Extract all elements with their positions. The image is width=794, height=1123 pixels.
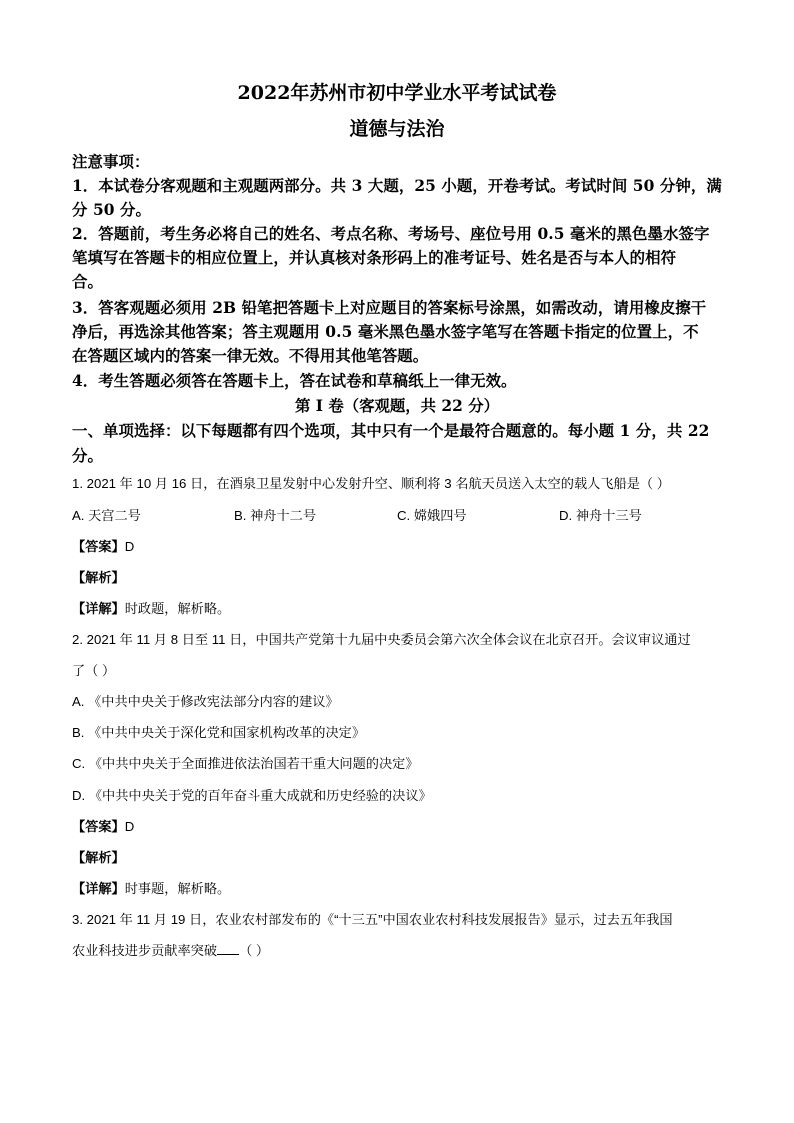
question-1-detail (72, 598, 230, 617)
answer-bracket: （ ） (239, 943, 270, 958)
question-1-analysis-tag: 【解析】 (72, 570, 125, 585)
question-3-stem: 3. 2021 年 11 月 19 日，农业农村部发布的《“十三五”中国农业农村科技发展报告》显示，过去五年我国 (72, 912, 673, 927)
question-3-stem-cont (72, 940, 269, 959)
detail-tag: 【详解】 (72, 881, 125, 896)
detail-text: 时政题，解析略。 (124, 601, 231, 616)
question-2-option-b: B. 《中共中央关于深化党和国家机构改革的决定》 (72, 725, 366, 740)
notice-line: 笔填写在答题卡的相应位置上，并认真核对条形码上的准考证号、姓名是否与本人的相符 (72, 249, 677, 267)
answer-tag: 【答案】 (72, 539, 125, 554)
notice-line: 在答题区域内的答案一律无效。不得用其他笔答题。 (72, 347, 429, 365)
stem-text: 农业科技进步贡献率突破 (72, 943, 218, 958)
question-1-stem: 1. 2021 年 10 月 16 日，在酒泉卫星发射中心发射升空、顺利将 3 名航天员送入太空的载人飞船是（ ） (72, 476, 670, 491)
notice-line: 净后，再选涂其他答案；答主观题用 0.5 毫米黑色墨水签字笔写在答题卡指定的位置上，不 (72, 323, 699, 341)
question-1-option-c: C. 嫦娥四号 (397, 508, 467, 523)
question-2-option-a: A. 《中共中央关于修改宪法部分内容的建议》 (72, 694, 339, 709)
question-2-stem-cont: 了（ ） (72, 663, 116, 678)
question-2-analysis-tag: 【解析】 (72, 850, 125, 865)
answer-tag: 【答案】 (72, 819, 125, 834)
notice-heading: 注意事项： (72, 153, 150, 171)
question-2-option-c: C. 《中共中央关于全面推进依法治国若干重大问题的决定》 (72, 756, 419, 771)
question-1-option-d: D. 神舟十三号 (559, 508, 642, 523)
question-2-option-d: D. 《中共中央关于党的百年奋斗重大成就和历史经验的决议》 (72, 788, 432, 803)
detail-tag: 【详解】 (72, 601, 125, 616)
section-instruction: 一、单项选择：以下每题都有四个选项，其中只有一个是最符合题意的。每小题 1 分，共 22 (72, 422, 710, 440)
question-2-detail (72, 878, 230, 897)
notice-line: 3．答客观题必须用 2B 铅笔把答题卡上对应题目的答案标号涂黑，如需改动，请用橡皮擦干 (72, 299, 707, 317)
detail-text: 时事题，解析略。 (124, 881, 231, 896)
question-2-stem: 2. 2021 年 11 月 8 日至 11 日，中国共产党第十九届中央委员会第六次全体会议在北京召开。会议审议通过 (72, 632, 691, 647)
question-1-answer (72, 536, 134, 555)
answer-blank (217, 942, 239, 955)
subject-title: 道德与法治 (349, 118, 445, 140)
notice-line: 合。 (72, 273, 103, 291)
section-heading: 第 I 卷（客观题，共 22 分） (295, 397, 499, 415)
exam-title: 2022年苏州市初中学业水平考试试卷 (237, 82, 557, 104)
notice-line: 2．答题前，考生务必将自己的姓名、考点名称、考场号、座位号用 0.5 毫米的黑色墨水签字 (72, 225, 710, 243)
answer-value: D (124, 539, 135, 554)
answer-value: D (124, 819, 135, 834)
notice-line: 4．考生答题必须答在答题卡上，答在试卷和草稿纸上一律无效。 (72, 372, 517, 390)
notice-line: 分 50 分。 (72, 201, 152, 219)
question-1-option-a: A. 天宫二号 (72, 508, 141, 523)
question-2-answer (72, 816, 134, 835)
notice-line: 1．本试卷分客观题和主观题两部分。共 3 大题，25 小题，开卷考试。考试时间 50 分钟，满 (72, 177, 722, 195)
section-instruction-cont: 分。 (72, 447, 103, 465)
question-1-option-b: B. 神舟十二号 (234, 508, 317, 523)
